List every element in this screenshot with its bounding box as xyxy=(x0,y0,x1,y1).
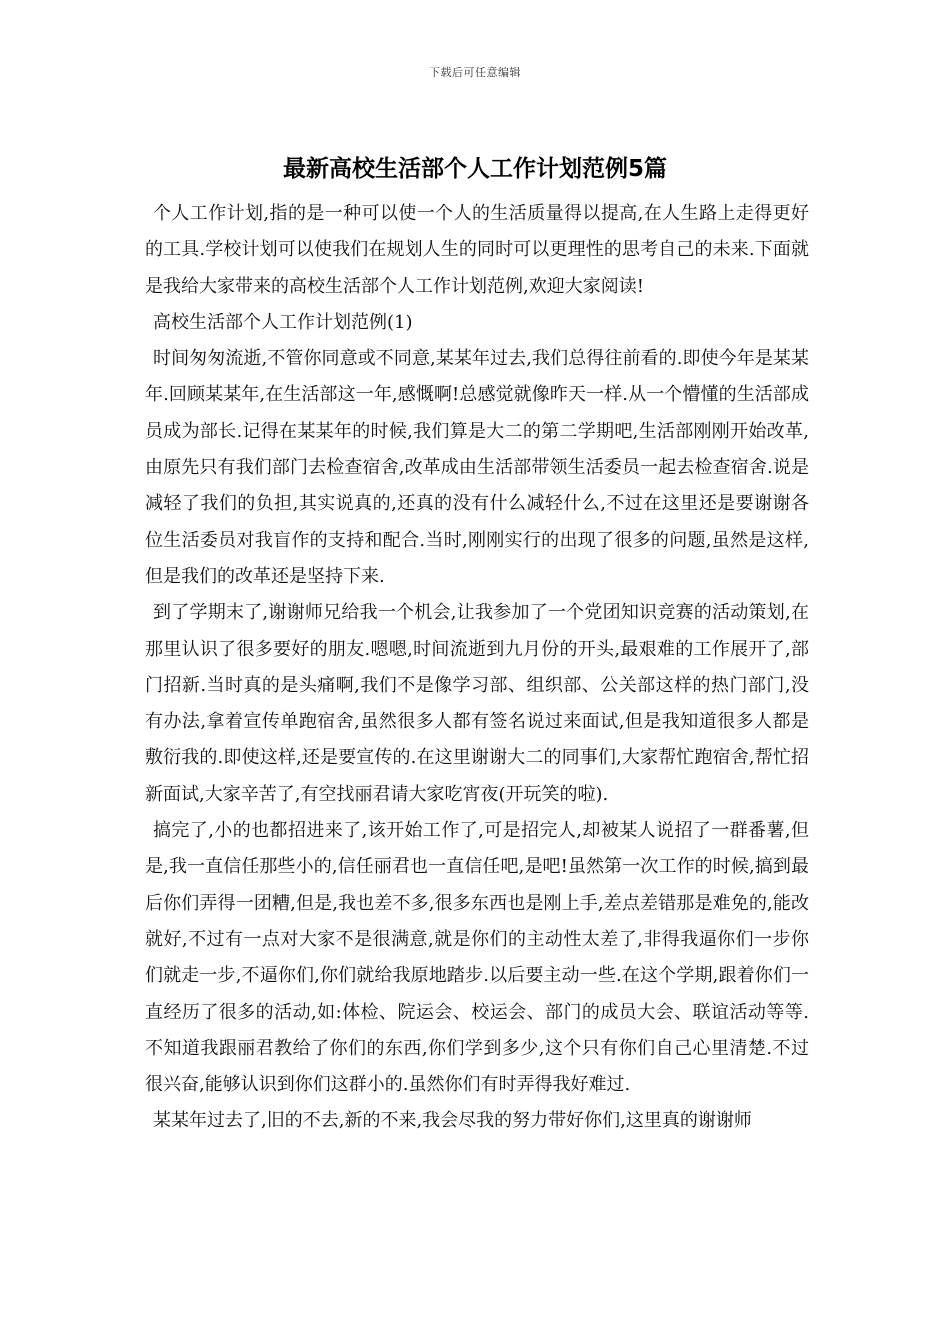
document-body xyxy=(145,196,809,1140)
body-paragraph: 时间匆匆流逝,不管你同意或不同意,某某年过去,我们总得往前看的.即使今年是某某年.回顾某某年,在生活部这一年,感慨啊!总感觉就像昨天一样.从一个懵懂的生活部成员成为部长.记得在某某年的时候,我们算是大二的第二学期吧,生活部刚刚开始改革,由原先只有我们部门去检查宿舍,改革成由生活部带领生活委员一起去检查宿舍.说是减轻了我们的负担,其实说真的,还真的没有什么减轻什么,不过在这里还是要谢谢各位生活委员对我盲作的支持和配合.当时,刚刚实行的出现了很多的问题,虽然是这样,但是我们的改革还是坚持下来. xyxy=(145,348,809,587)
intro-paragraph: 个人工作计划,指的是一种可以使一个人的生活质量得以提高,在人生路上走得更好的工具.学校计划可以使我们在规划人生的同时可以更理性的思考自己的未来.下面就是我给大家带来的高校生活部个人工作计划范例,欢迎大家阅读! xyxy=(145,203,809,297)
header-note: 下载后可任意编辑 xyxy=(429,66,521,79)
body-paragraph: 到了学期末了,谢谢师兄给我一个机会,让我参加了一个党团知识竞赛的活动策划,在那里认识了很多要好的朋友.嗯嗯,时间流逝到九月份的开头,最艰难的工作展开了,部门招新.当时真的是头痛啊,我们不是像学习部、组织部、公关部这样的热门部门,没有办法,拿着宣传单跑宿舍,虽然很多人都有签名说过来面试,但是我知道很多人都是敷衍我的.即使这样,还是要宣传的.在这里谢谢大二的同事们,大家帮忙跑宿舍,帮忙招新面试,大家辛苦了,有空找丽君请大家吃宵夜(开玩笑的啦). xyxy=(145,602,809,805)
body-paragraph: 搞完了,小的也都招进来了,该开始工作了,可是招完人,却被某人说招了一群番薯,但是,我一直信任那些小的,信任丽君也一直信任吧,是吧!虽然第一次工作的时候,搞到最后你们弄得一团糟,但是,我也差不多,很多东西也是刚上手,差点差错那是难免的,能改就好,不过有一点对大家不是很满意,就是你们的主动性太差了,非得我逼你们一步你们就走一步,不逼你们,你们就给我原地踏步.以后要主动一些.在这个学期,跟着你们一直经历了很多的活动,如:体检、院运会、校运会、部门的成员大会、联谊活动等等.不知道我跟丽君教给了你们的东西,你们学到多少,这个只有你们自己心里清楚.不过很兴奋,能够认识到你们这群小的.虽然你们有时弄得我好难过. xyxy=(145,820,809,1096)
section-heading: 高校生活部个人工作计划范例(1) xyxy=(153,311,413,333)
body-paragraph: 某某年过去了,旧的不去,新的不来,我会尽我的努力带好你们,这里真的谢谢师 xyxy=(153,1110,752,1132)
document-title: 最新高校生活部个人工作计划范例5篇 xyxy=(282,156,667,182)
